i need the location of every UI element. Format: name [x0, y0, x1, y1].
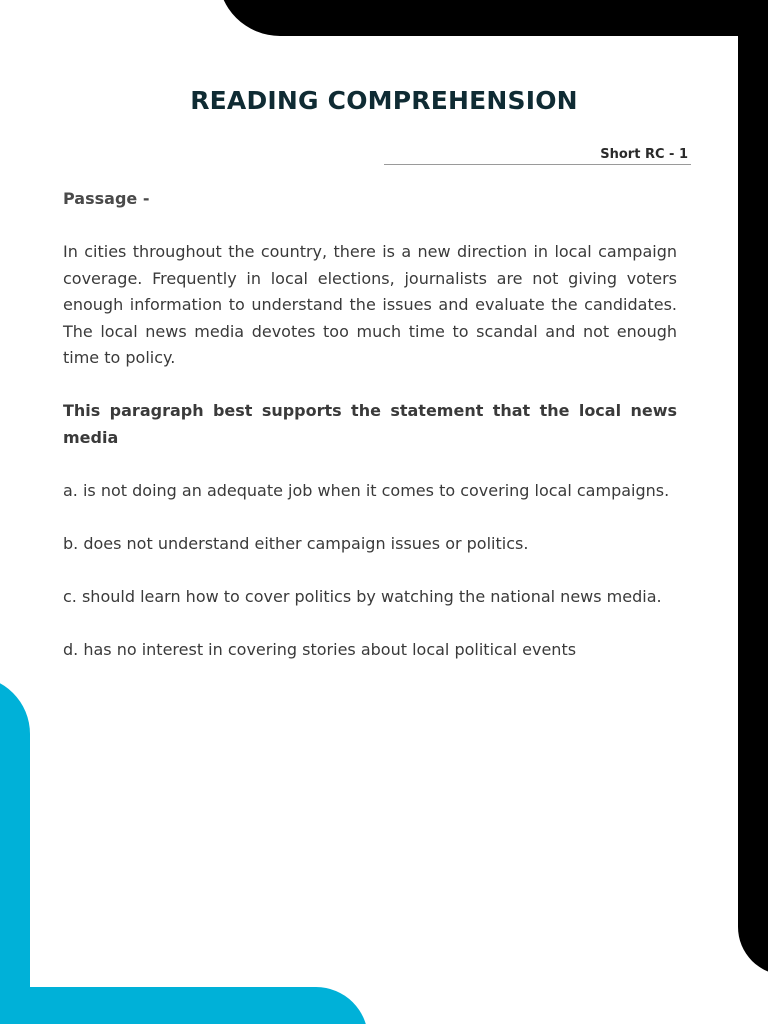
option-c: c. should learn how to cover politics by watching the national news media.	[63, 586, 662, 606]
page-title: READING COMPREHENSION	[190, 86, 578, 115]
subtitle-divider	[384, 164, 691, 165]
content-body	[63, 186, 677, 690]
option-d: d. has no interest in covering stories about local political events	[63, 639, 577, 659]
decorative-cyan-left-bar	[0, 676, 30, 1024]
decorative-cyan-bottom-bar	[0, 987, 368, 1024]
passage-text: In cities throughout the country, there is a new direction in local campaign coverage. Frequently in local elections, journalists are not giving voters enough information to understand the issues and evaluate the candidates. The local news media devotes too much time to scandal and not enough time to policy.	[63, 242, 677, 367]
option-b: b. does not understand either campaign issues or politics.	[63, 533, 529, 553]
decorative-black-right-bar	[738, 0, 768, 975]
section-subtitle: Short RC - 1	[600, 147, 688, 162]
passage-label: Passage -	[63, 189, 150, 208]
decorative-black-top-bar	[218, 0, 768, 36]
option-a: a. is not doing an adequate job when it comes to covering local campaigns.	[63, 480, 670, 500]
question-prompt: This paragraph best supports the statement that the local news media	[63, 401, 677, 447]
